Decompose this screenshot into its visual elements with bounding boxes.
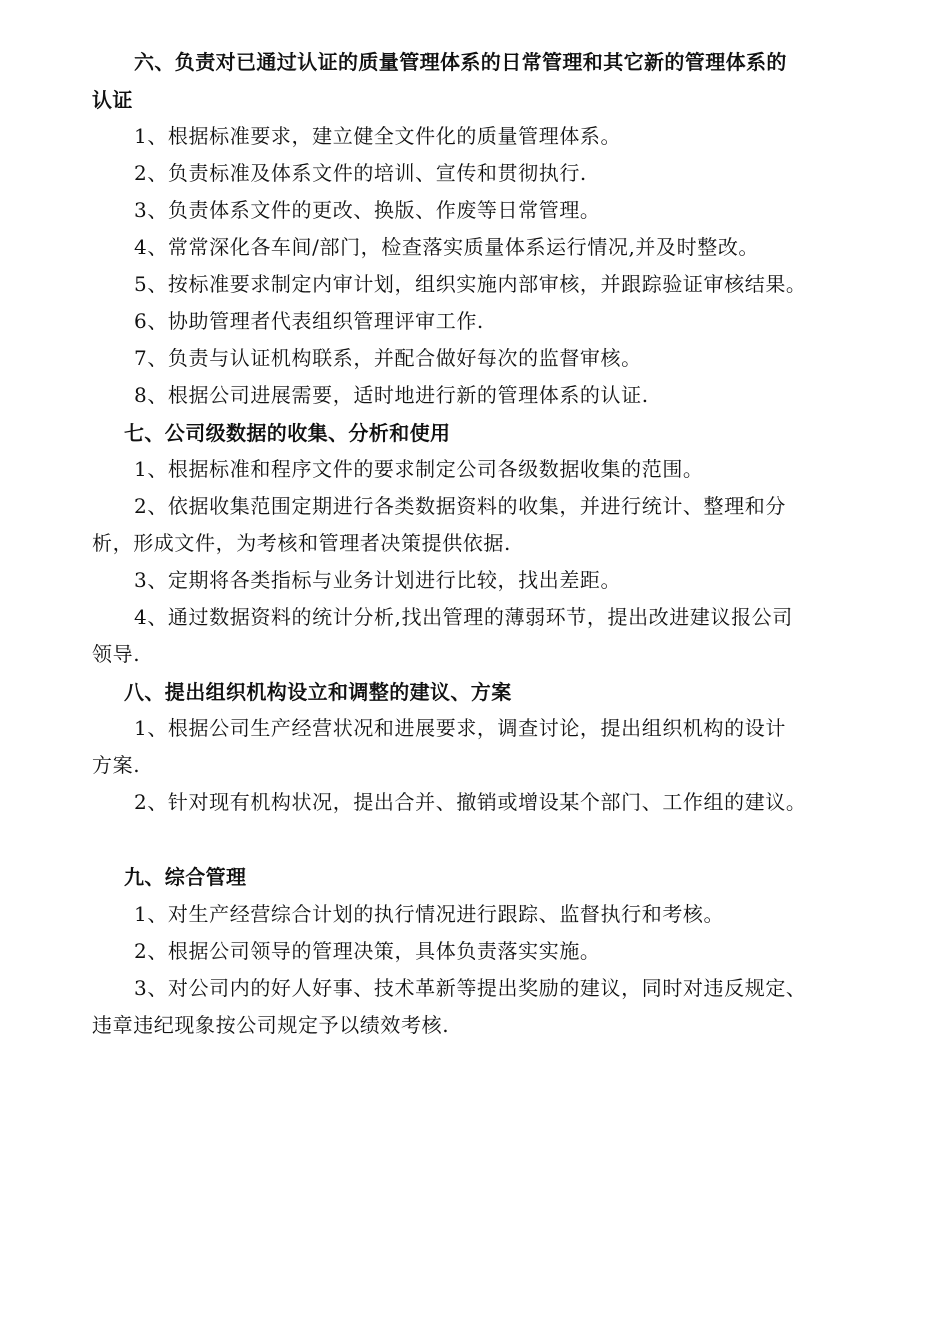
list-item: 1、对生产经营综合计划的执行情况进行跟踪、监督执行和考核。 [134,902,725,926]
section-heading-nine: 九、综合管理 [124,865,247,889]
list-item: 2、负责标准及体系文件的培训、宣传和贯彻执行. [134,161,587,185]
list-item: 2、根据公司领导的管理决策，具体负责落实实施。 [134,939,601,963]
list-item: 1、根据公司生产经营状况和进展要求，调查讨论，提出组织机构的设计 [134,716,786,740]
section-heading-six: 六、负责对已通过认证的质量管理体系的日常管理和其它新的管理体系的 [134,50,787,74]
list-item: 3、负责体系文件的更改、换版、作废等日常管理。 [134,198,601,222]
list-item: 2、针对现有机构状况，提出合并、撤销或增设某个部门、工作组的建议。 [134,790,807,814]
list-item: 4、常常深化各车间/部门，检查落实质量体系运行情况,并及时整改。 [134,235,760,259]
list-item: 3、对公司内的好人好事、技术革新等提出奖励的建议，同时对违反规定、 [134,976,807,1000]
list-item: 4、通过数据资料的统计分析,找出管理的薄弱环节，提出改进建议报公司 [134,605,793,629]
list-item: 3、定期将各类指标与业务计划进行比较，找出差距。 [134,568,622,592]
list-item: 8、根据公司进展需要，适时地进行新的管理体系的认证. [134,383,649,407]
list-item-cont: 领导. [92,642,141,666]
list-item-cont: 方案. [92,753,141,777]
list-item: 6、协助管理者代表组织管理评审工作. [134,309,484,333]
list-item: 5、按标准要求制定内审计划，组织实施内部审核，并跟踪验证审核结果。 [134,272,807,296]
section-heading-seven: 七、公司级数据的收集、分析和使用 [124,421,451,445]
list-item: 7、负责与认证机构联系，并配合做好每次的监督审核。 [134,346,642,370]
list-item: 1、根据标准和程序文件的要求制定公司各级数据收集的范围。 [134,457,704,481]
list-item-cont: 析，形成文件，为考核和管理者决策提供依据. [92,531,511,555]
section-heading-eight: 八、提出组织机构设立和调整的建议、方案 [124,680,512,704]
list-item-cont: 违章违纪现象按公司规定予以绩效考核. [92,1013,450,1037]
section-heading-six-cont: 认证 [92,88,133,112]
list-item: 1、根据标准要求，建立健全文件化的质量管理体系。 [134,124,622,148]
list-item: 2、依据收集范围定期进行各类数据资料的收集，并进行统计、整理和分 [134,494,786,518]
